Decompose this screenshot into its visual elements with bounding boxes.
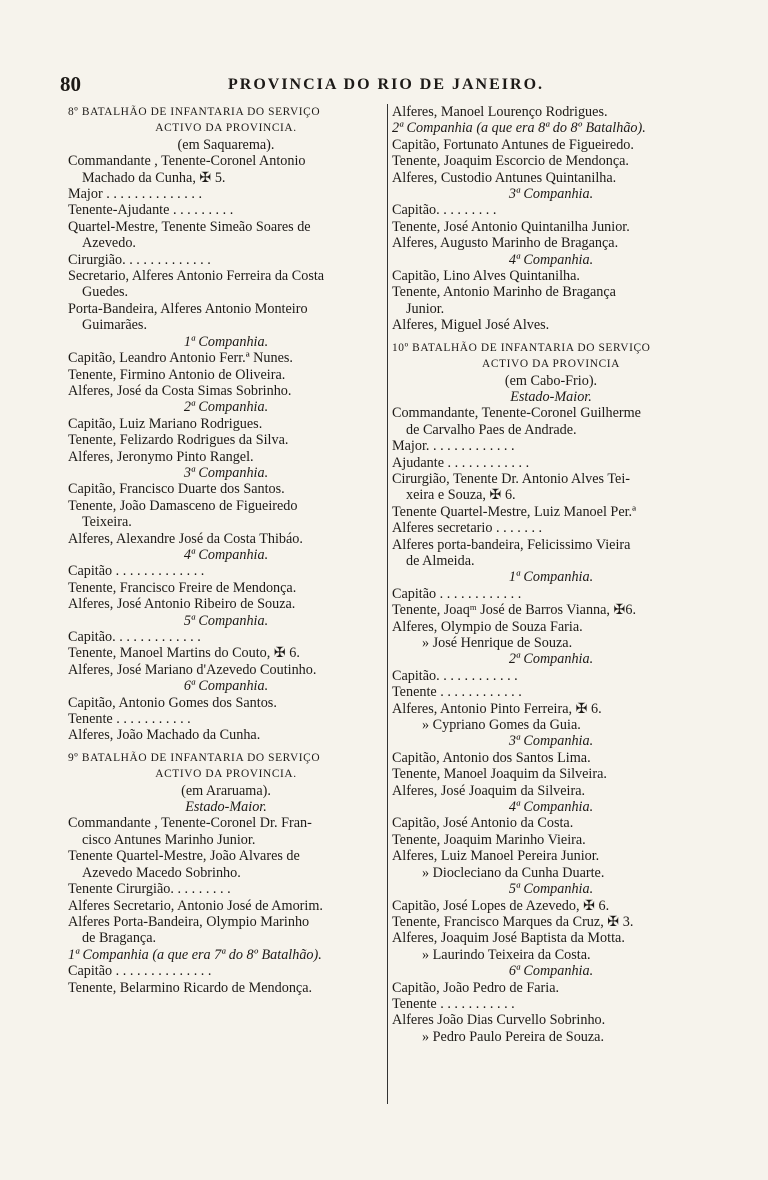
left-column-line: Azevedo Macedo Sobrinho.: [82, 864, 241, 881]
left-column-line: Alferes, José Antonio Ribeiro de Souza.: [68, 596, 296, 613]
left-column-line: de Bragança.: [82, 930, 157, 947]
left-column-line: Azevedo.: [82, 235, 136, 252]
left-column-line: ACTIVO DA PROVINCIA.: [155, 122, 297, 135]
left-column-line: Alferes, João Machado da Cunha.: [68, 727, 261, 744]
right-column-line: de Carvalho Paes de Andrade.: [406, 421, 577, 438]
left-column-line: ACTIVO DA PROVINCIA.: [155, 768, 297, 781]
left-column-line: 6ª Companhia.: [183, 678, 269, 695]
left-column-line: Tenente . . . . . . . . . . .: [68, 711, 191, 728]
left-column-line: Tenente Cirurgião. . . . . . . . .: [68, 881, 231, 898]
left-column-line: Capitão, Leandro Antonio Ferr.ª Nunes.: [68, 350, 293, 367]
right-column-line: » Laurindo Teixeira da Costa.: [422, 946, 591, 963]
right-column-line: Alferes, José Joaquim da Silveira.: [392, 782, 586, 799]
right-column-line: 10º BATALHÃO DE INFANTARIA DO SERVIÇO: [392, 341, 651, 354]
right-column-line: ACTIVO DA PROVINCIA: [482, 358, 620, 371]
right-column-line: Alferes João Dias Curvello Sobrinho.: [392, 1012, 606, 1029]
left-column-line: 2ª Companhia.: [183, 399, 269, 416]
left-column-line: Tenente, João Damasceno de Figueiredo: [68, 497, 298, 514]
right-column-line: » Cypriano Gomes da Guia.: [422, 717, 581, 734]
left-column-line: 9º BATALHÃO DE INFANTARIA DO SERVIÇO: [68, 751, 321, 764]
left-column-line: Tenente, Felizardo Rodrigues da Silva.: [68, 432, 289, 449]
left-column-line: Capitão, Luiz Mariano Rodrigues.: [68, 415, 263, 432]
right-column-line: Tenente, Joaquim Escorcio de Mendonça.: [392, 153, 629, 170]
left-column-line: cisco Antunes Marinho Junior.: [82, 831, 256, 848]
column-divider: [387, 104, 388, 1104]
right-column-line: Alferes, Luiz Manoel Pereira Junior.: [392, 848, 600, 865]
left-column: [68, 104, 384, 996]
right-column-line: Alferes, Augusto Marinho de Bragança.: [392, 235, 619, 252]
right-column-line: Capitão, Lino Alves Quintanilha.: [392, 268, 580, 285]
right-column-line: 1ª Companhia.: [508, 569, 594, 586]
right-column-line: Cirurgião, Tenente Dr. Antonio Alves Tei-: [392, 470, 630, 487]
right-column-line: » José Henrique de Souza.: [422, 635, 573, 651]
right-column: [392, 104, 710, 1045]
right-column-line: Alferes, Miguel José Alves.: [392, 317, 550, 334]
right-column-line: 2ª Companhia (a que era 8ª do 8º Batalhão).: [392, 120, 646, 137]
page-number: 80: [60, 72, 81, 96]
right-column-line: Estado-Maior.: [510, 388, 592, 405]
right-column-line: Capitão. . . . . . . . . . . .: [392, 667, 518, 684]
right-column-line: Tenente, Antonio Marinho de Bragança: [392, 284, 616, 301]
right-column-line: 4ª Companhia.: [508, 251, 594, 268]
right-column-line: Capitão . . . . . . . . . . . .: [392, 585, 522, 602]
left-column-line: Commandante , Tenente-Coronel Antonio: [68, 153, 306, 170]
left-column-line: Guedes.: [82, 284, 129, 301]
right-column-line: 2ª Companhia.: [508, 651, 594, 668]
left-column-line: 4ª Companhia.: [183, 546, 269, 563]
left-column-line: Tenente, Firmino Antonio de Oliveira.: [68, 366, 286, 383]
left-column-line: Capitão . . . . . . . . . . . . .: [68, 563, 205, 580]
left-column-line: 3ª Companhia.: [183, 464, 269, 481]
right-column-line: » Diocleciano da Cunha Duarte.: [422, 864, 605, 881]
right-column-line: Capitão. . . . . . . . .: [392, 202, 497, 219]
right-column-line: Alferes secretario . . . . . . .: [392, 520, 543, 537]
right-column-line: xeira e Souza, ✠ 6.: [406, 487, 516, 504]
right-column-line: Tenente, Manoel Joaquim da Silveira.: [392, 766, 607, 783]
right-column-line: » Pedro Paulo Pereira de Souza.: [422, 1028, 605, 1045]
right-column-line: Capitão, Fortunato Antunes de Figueiredo.: [392, 136, 634, 153]
right-column-line: Ajudante . . . . . . . . . . . .: [392, 454, 530, 471]
right-column-line: de Almeida.: [406, 552, 475, 569]
left-column-line: Porta-Bandeira, Alferes Antonio Monteiro: [68, 300, 308, 317]
right-column-line: Capitão, José Antonio da Costa.: [392, 815, 574, 832]
left-column-line: 1ª Companhia (a que era 7ª do 8º Batalhão).: [68, 946, 322, 963]
left-column-line: Alferes Secretario, Antonio José de Amorim.: [68, 897, 323, 914]
left-column-line: Capitão . . . . . . . . . . . . . .: [68, 963, 212, 980]
left-column-line: Quartel-Mestre, Tenente Simeão Soares de: [68, 218, 311, 235]
left-column-line: Tenente Quartel-Mestre, João Alvares de: [68, 848, 300, 865]
left-column-line: Secretario, Alferes Antonio Ferreira da Costa: [68, 268, 325, 285]
left-column-line: Capitão, Antonio Gomes dos Santos.: [68, 694, 277, 711]
left-column-line: Tenente, Manoel Martins do Couto, ✠ 6.: [68, 645, 300, 662]
left-column-line: Guimarães.: [82, 317, 148, 334]
left-column-line: Alferes, Alexandre José da Costa Thibáo.: [68, 530, 303, 547]
left-column-line: Capitão, Francisco Duarte dos Santos.: [68, 481, 285, 498]
right-column-line: Tenente, Francisco Marques da Cruz, ✠ 3.: [392, 913, 634, 930]
left-column-line: Teixeira.: [82, 514, 132, 531]
right-column-line: Tenente . . . . . . . . . . .: [392, 995, 515, 1012]
right-column-line: Capitão, João Pedro de Faria.: [392, 979, 560, 996]
right-column-line: 6ª Companhia.: [508, 963, 594, 980]
right-column-line: Alferes, Manoel Lourenço Rodrigues.: [392, 104, 608, 120]
left-column-line: Cirurgião. . . . . . . . . . . . .: [68, 251, 211, 268]
left-column-line: Capitão. . . . . . . . . . . . .: [68, 629, 201, 645]
left-column-line: 5ª Companhia.: [183, 612, 269, 629]
right-column-line: Alferes, Custodio Antunes Quintanilha.: [392, 169, 617, 186]
left-column-line: Tenente, Belarmino Ricardo de Mendonça.: [68, 979, 313, 996]
right-column-line: 4ª Companhia.: [508, 799, 594, 816]
left-column-line: Tenente, Francisco Freire de Mendonça.: [68, 579, 297, 596]
page-header: [52, 72, 720, 100]
left-column-line: Machado da Cunha, ✠ 5.: [82, 169, 226, 186]
left-column-line: 1ª Companhia.: [183, 333, 269, 350]
left-column-line: (em Saquarema).: [177, 136, 275, 153]
right-column-line: Junior.: [406, 300, 445, 317]
left-column-line: 8º BATALHÃO DE INFANTARIA DO SERVIÇO: [68, 106, 321, 118]
left-column-line: Alferes, Jeronymo Pinto Rangel.: [68, 448, 254, 465]
left-column-line: Alferes, José Mariano d'Azevedo Coutinho.: [68, 661, 317, 678]
right-column-line: Alferes, Joaquim José Baptista da Motta.: [392, 930, 625, 947]
page-title: PROVINCIA DO RIO DE JANEIRO.: [227, 76, 545, 93]
right-column-line: Tenente, Joaqᵐ José de Barros Vianna, ✠6.: [392, 602, 637, 619]
left-column-line: Tenente-Ajudante . . . . . . . . .: [68, 202, 234, 219]
right-column-line: Alferes, Antonio Pinto Ferreira, ✠ 6.: [392, 700, 602, 717]
right-column-line: Alferes porta-bandeira, Felicissimo Vieira: [392, 536, 631, 553]
right-column-line: Major. . . . . . . . . . . . .: [392, 438, 515, 455]
right-column-line: (em Cabo-Frio).: [504, 372, 598, 389]
right-column-line: Commandante, Tenente-Coronel Guilherme: [392, 405, 641, 422]
right-column-line: Tenente . . . . . . . . . . . .: [392, 684, 522, 701]
left-column-line: Estado-Maior.: [185, 799, 267, 816]
right-column-line: Capitão, José Lopes de Azevedo, ✠ 6.: [392, 897, 610, 914]
left-column-line: (em Araruama).: [181, 782, 271, 799]
left-column-line: Major . . . . . . . . . . . . . .: [68, 186, 202, 203]
right-column-line: 3ª Companhia.: [508, 186, 594, 203]
right-column-line: Capitão, Antonio dos Santos Lima.: [392, 749, 591, 766]
left-column-line: Alferes Porta-Bandeira, Olympio Marinho: [68, 913, 310, 930]
right-column-line: Alferes, Olympio de Souza Faria.: [392, 618, 583, 635]
right-column-line: Tenente Quartel-Mestre, Luiz Manoel Per.ª: [392, 503, 637, 520]
right-column-line: Tenente, José Antonio Quintanilha Junior.: [392, 218, 630, 235]
left-column-line: Alferes, José da Costa Simas Sobrinho.: [68, 382, 292, 399]
right-column-line: 3ª Companhia.: [508, 733, 594, 750]
right-column-line: Tenente, Joaquim Marinho Vieira.: [392, 831, 586, 848]
left-column-line: Commandante , Tenente-Coronel Dr. Fran-: [68, 815, 312, 832]
right-column-line: 5ª Companhia.: [508, 881, 594, 898]
